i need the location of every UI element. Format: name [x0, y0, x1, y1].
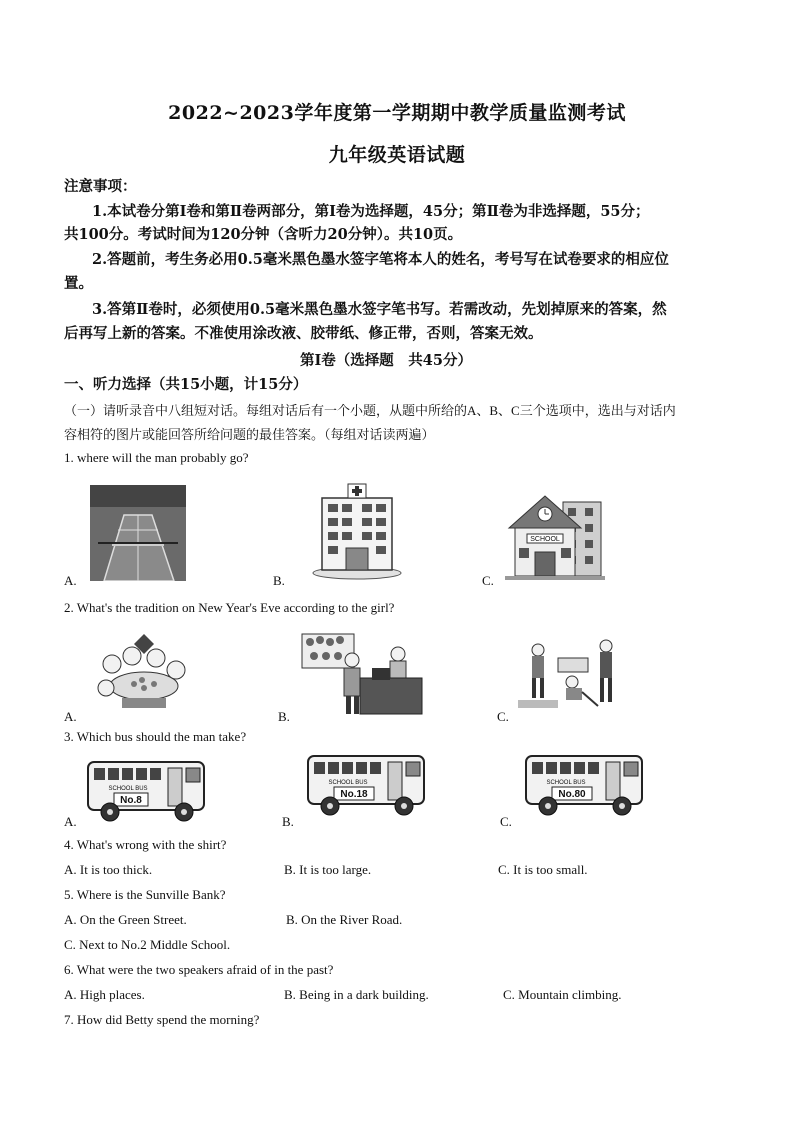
bus-c-sign: SCHOOL BUS [546, 780, 586, 786]
hospital-icon [312, 480, 402, 584]
question-4: 4. What's wrong with the shirt? [64, 837, 227, 852]
question-3: 3. Which bus should the man take? [64, 729, 247, 744]
q1-label-b: B. [273, 573, 285, 588]
school-building-icon [505, 492, 605, 586]
exam-subtitle: 九年级英语试题 [328, 144, 466, 166]
school-sign-text: SCHOOL [530, 536, 560, 543]
family-cleaning-icon [518, 636, 630, 716]
note-1a: 1.本试卷分第Ⅰ卷和第Ⅱ卷两部分，第Ⅰ卷为选择题，45分；第Ⅱ卷为非选择题，55分； [92, 203, 650, 220]
q3-label-c: C. [500, 814, 512, 829]
bus-a-sign: SCHOOL BUS [108, 786, 148, 792]
q1-label-a: A. [64, 573, 77, 588]
question-2: 2. What's the tradition on New Year's Eve according to the girl? [64, 600, 395, 615]
q3-label-a: A. [64, 814, 77, 829]
q5-option-b: B. On the River Road. [286, 912, 403, 927]
note-2b: 置。 [64, 275, 93, 292]
question-7: 7. How did Betty spend the morning? [64, 1012, 260, 1027]
q4-option-a: A. It is too thick. [64, 862, 153, 877]
bus-c-number: No.80 [558, 789, 586, 800]
part-title: 第Ⅰ卷（选择题 共45分） [300, 352, 472, 369]
question-1: 1. where will the man probably go? [64, 450, 249, 465]
shopping-market-icon [300, 628, 425, 722]
exam-title: 2022~2023学年度第一学期期中教学质量监测考试 [168, 102, 626, 124]
bus-a-number: No.8 [120, 795, 142, 806]
note-2a: 2.答题前，考生务必用0.5毫米黑色墨水签字笔将本人的姓名，考号写在试卷要求的相应位 [92, 251, 669, 268]
bus-b-number: No.18 [340, 789, 368, 800]
q4-option-c: C. It is too small. [498, 862, 588, 877]
school-bus-icon-b [306, 752, 430, 822]
q5-option-a: A. On the Green Street. [64, 912, 187, 927]
q3-label-b: B. [282, 814, 294, 829]
q6-option-a: A. High places. [64, 987, 145, 1002]
q5-option-c: C. Next to No.2 Middle School. [64, 937, 231, 952]
instruction-b: 容相符的图片或能回答所给问题的最佳答案。（每组对话读两遍） [64, 427, 435, 442]
instruction-a: （一）请听录音中八组短对话。每组对话后有一个小题，从题中所给的A、B、C三个选项中，选出与对话内 [64, 403, 676, 418]
q6-option-c: C. Mountain climbing. [503, 987, 622, 1002]
school-bus-icon [86, 758, 210, 828]
q1-label-c: C. [482, 573, 494, 588]
listening-title: 一、听力选择（共15小题，计15分） [64, 376, 308, 393]
question-5: 5. Where is the Sunville Bank? [64, 887, 226, 902]
q6-option-b: B. Being in a dark building. [284, 987, 429, 1002]
note-3b: 后再写上新的答案。不准使用涂改液、胶带纸、修正带，否则，答案无效。 [64, 325, 543, 342]
tennis-court-icon [90, 485, 186, 585]
note-1b: 共100分。考试时间为120分钟（含听力20分钟）。共10页。 [64, 226, 463, 243]
bus-b-sign: SCHOOL BUS [328, 780, 368, 786]
school-bus-icon-c [524, 752, 648, 822]
q4-option-b: B. It is too large. [284, 862, 372, 877]
family-dinner-icon [92, 630, 192, 716]
q2-label-c: C. [497, 709, 509, 724]
q2-label-b: B. [278, 709, 290, 724]
q2-label-a: A. [64, 709, 77, 724]
note-3a: 3.答第Ⅱ卷时，必须使用0.5毫米黑色墨水签字笔书写。若需改动，先划掉原来的答案，然 [92, 301, 667, 318]
notes-heading: 注意事项： [64, 178, 137, 195]
question-6: 6. What were the two speakers afraid of in the past? [64, 962, 334, 977]
